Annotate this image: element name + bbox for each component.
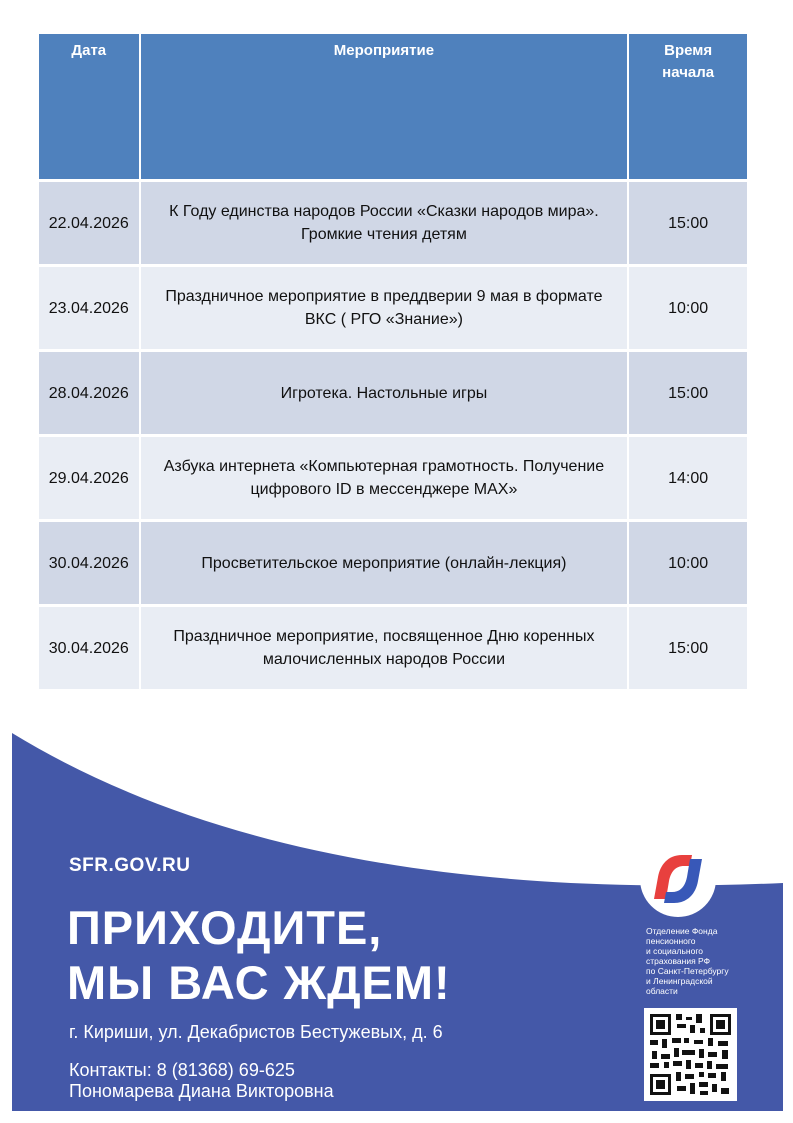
contacts bbox=[69, 1060, 334, 1102]
row-event-line1: Азбука интернета «Компьютерная грамотность. Получение bbox=[163, 458, 605, 475]
org-line: Отделение Фонда bbox=[646, 926, 718, 936]
row-event-line2: Громкие чтения детям bbox=[301, 226, 467, 243]
table-row bbox=[38, 351, 748, 436]
org-line: страхования РФ bbox=[646, 956, 711, 966]
table-row bbox=[38, 181, 748, 266]
row-event-line2: малочисленных народов России bbox=[262, 651, 506, 668]
row-event-line1: К Году единства народов России «Сказки народов мира». bbox=[169, 203, 599, 220]
row-time: 15:00 bbox=[628, 606, 748, 690]
row-time: 14:00 bbox=[628, 436, 748, 521]
header-time bbox=[628, 34, 748, 181]
header-time-line2: начала bbox=[662, 64, 715, 81]
row-event-line2: цифрового ID в мессенджере MAX» bbox=[250, 481, 518, 498]
org-line: по Санкт-Петербургу bbox=[646, 966, 729, 976]
slogan-line1: ПРИХОДИТЕ, bbox=[67, 901, 383, 954]
row-time: 15:00 bbox=[628, 351, 748, 436]
row-event-line1: Праздничное мероприятие в преддверии 9 мая в формате bbox=[165, 288, 603, 305]
organization-name bbox=[646, 926, 766, 996]
contacts-person: Пономарева Диана Викторовна bbox=[69, 1081, 334, 1101]
row-event-line1: Праздничное мероприятие, посвященное Дню коренных bbox=[173, 628, 595, 645]
org-line: и социального bbox=[646, 946, 703, 956]
org-line: области bbox=[646, 986, 678, 996]
row-time: 15:00 bbox=[628, 181, 748, 266]
website-link[interactable]: SFR.GOV.RU bbox=[69, 855, 191, 876]
footer-banner bbox=[12, 733, 783, 1111]
org-line: и Ленинградской bbox=[646, 976, 713, 986]
row-event bbox=[140, 606, 629, 690]
row-event bbox=[140, 266, 629, 351]
row-event-line1: Игротека. Настольные игры bbox=[280, 384, 488, 402]
row-date: 29.04.2026 bbox=[38, 436, 140, 521]
row-date: 30.04.2026 bbox=[38, 606, 140, 690]
table-row bbox=[38, 266, 748, 351]
row-date: 22.04.2026 bbox=[38, 181, 140, 266]
header-date: Дата bbox=[38, 34, 140, 181]
table-row bbox=[38, 521, 748, 606]
schedule-table bbox=[37, 34, 749, 689]
table-header-row bbox=[38, 34, 748, 181]
row-date: 28.04.2026 bbox=[38, 351, 140, 436]
table-row bbox=[38, 436, 748, 521]
row-event bbox=[140, 521, 629, 606]
row-time: 10:00 bbox=[628, 266, 748, 351]
row-date: 23.04.2026 bbox=[38, 266, 140, 351]
slogan bbox=[67, 900, 451, 1010]
row-time: 10:00 bbox=[628, 521, 748, 606]
row-event-line1: Просветительское мероприятие (онлайн-лекция) bbox=[201, 554, 567, 572]
qr-code-icon[interactable] bbox=[644, 1008, 737, 1101]
table-row bbox=[38, 606, 748, 690]
contacts-phone: Контакты: 8 (81368) 69-625 bbox=[69, 1060, 295, 1080]
sfr-logo-icon bbox=[638, 839, 718, 919]
header-time-line1: Время bbox=[664, 42, 713, 59]
row-date: 30.04.2026 bbox=[38, 521, 140, 606]
org-line: пенсионного bbox=[646, 936, 696, 946]
address: г. Кириши, ул. Декабристов Бестужевых, д. 6 bbox=[69, 1022, 443, 1042]
row-event bbox=[140, 351, 629, 436]
header-event: Мероприятие bbox=[140, 34, 629, 181]
row-event bbox=[140, 181, 629, 266]
row-event-line2: ВКС ( РГО «Знание») bbox=[304, 311, 463, 328]
row-event bbox=[140, 436, 629, 521]
slogan-line2: МЫ ВАС ЖДЕМ! bbox=[67, 956, 451, 1009]
